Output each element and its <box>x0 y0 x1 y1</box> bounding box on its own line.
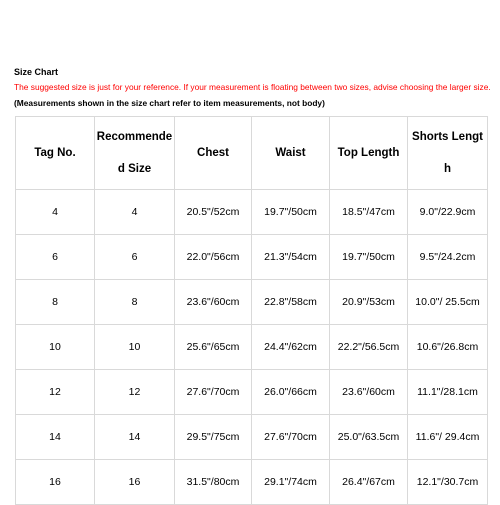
recommended-size-cell: 8 <box>95 280 175 325</box>
shorts-length-cell: 11.1"/28.1cm <box>408 370 488 415</box>
tag-no-cell: 8 <box>16 280 95 325</box>
table-row <box>16 415 488 460</box>
recommended-size-cell: 14 <box>95 415 175 460</box>
column-header-shorts-length: Shorts Lengt h <box>408 117 488 190</box>
recommended-size-cell: 6 <box>95 235 175 280</box>
table-row <box>16 280 488 325</box>
shorts-length-cell: 10.0"/ 25.5cm <box>408 280 488 325</box>
waist-cell: 22.8"/58cm <box>252 280 330 325</box>
column-header-chest: Chest <box>175 117 252 190</box>
waist-cell: 26.0"/66cm <box>252 370 330 415</box>
table-row <box>16 190 488 235</box>
waist-cell: 19.7"/50cm <box>252 190 330 235</box>
column-header-waist: Waist <box>252 117 330 190</box>
tag-no-cell: 12 <box>16 370 95 415</box>
waist-cell: 29.1"/74cm <box>252 460 330 505</box>
column-header-recommended-size: Recommende d Size <box>95 117 175 190</box>
recommended-size-cell: 12 <box>95 370 175 415</box>
chest-cell: 25.6"/65cm <box>175 325 252 370</box>
recommended-size-cell: 10 <box>95 325 175 370</box>
tag-no-cell: 10 <box>16 325 95 370</box>
table-row <box>16 460 488 505</box>
shorts-length-cell: 11.6"/ 29.4cm <box>408 415 488 460</box>
shorts-length-cell: 9.5"/24.2cm <box>408 235 488 280</box>
recommended-size-cell: 4 <box>95 190 175 235</box>
top-length-cell: 19.7"/50cm <box>330 235 408 280</box>
shorts-length-cell: 10.6"/26.8cm <box>408 325 488 370</box>
chest-cell: 29.5"/75cm <box>175 415 252 460</box>
top-length-cell: 20.9"/53cm <box>330 280 408 325</box>
tag-no-cell: 4 <box>16 190 95 235</box>
top-length-cell: 18.5"/47cm <box>330 190 408 235</box>
waist-cell: 27.6"/70cm <box>252 415 330 460</box>
chest-cell: 22.0"/56cm <box>175 235 252 280</box>
reference-note: The suggested size is just for your reference. If your measurement is floating between two sizes, advise choosing the larger size. <box>14 82 491 92</box>
header-row <box>16 117 488 190</box>
table-row <box>16 235 488 280</box>
column-header-top-length: Top Length <box>330 117 408 190</box>
size-table <box>15 116 488 505</box>
table-row <box>16 370 488 415</box>
chest-cell: 27.6"/70cm <box>175 370 252 415</box>
tag-no-cell: 14 <box>16 415 95 460</box>
size-chart-title: Size Chart <box>14 67 59 77</box>
shorts-length-cell: 12.1"/30.7cm <box>408 460 488 505</box>
recommended-size-cell: 16 <box>95 460 175 505</box>
top-length-cell: 23.6"/60cm <box>330 370 408 415</box>
waist-cell: 24.4"/62cm <box>252 325 330 370</box>
waist-cell: 21.3"/54cm <box>252 235 330 280</box>
top-length-cell: 22.2"/56.5cm <box>330 325 408 370</box>
chest-cell: 23.6"/60cm <box>175 280 252 325</box>
shorts-length-cell: 9.0"/22.9cm <box>408 190 488 235</box>
chest-cell: 31.5"/80cm <box>175 460 252 505</box>
measurement-note: (Measurements shown in the size chart refer to item measurements, not body) <box>14 98 325 108</box>
tag-no-cell: 6 <box>16 235 95 280</box>
table-row <box>16 325 488 370</box>
tag-no-cell: 16 <box>16 460 95 505</box>
chest-cell: 20.5"/52cm <box>175 190 252 235</box>
top-length-cell: 26.4"/67cm <box>330 460 408 505</box>
top-length-cell: 25.0"/63.5cm <box>330 415 408 460</box>
column-header-tag-no: Tag No. <box>16 117 95 190</box>
